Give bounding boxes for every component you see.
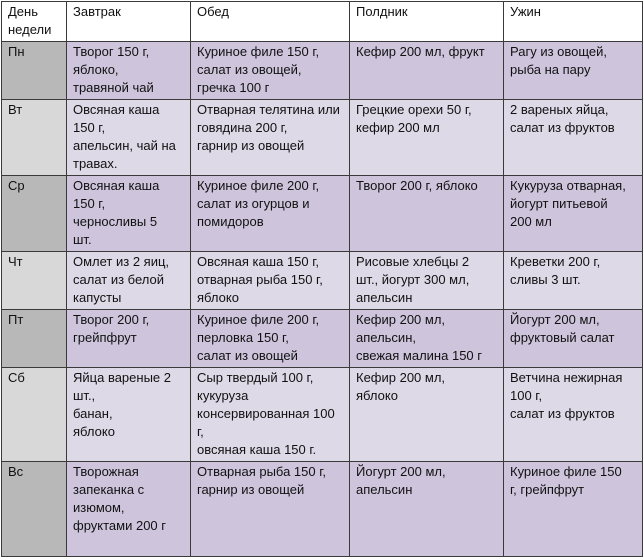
snack-cell: Йогурт 200 мл, апельсин: [350, 462, 504, 557]
table-row: [2, 100, 643, 176]
table-row: [2, 42, 643, 100]
day-cell: Чт: [2, 252, 67, 310]
breakfast-cell: Омлет из 2 яиц, салат из белой капусты: [67, 252, 191, 310]
lunch-cell: Куриное филе 150 г, салат из овощей, гречка 100 г: [191, 42, 350, 100]
table-row: [2, 176, 643, 252]
day-cell: Ср: [2, 176, 67, 252]
lunch-cell: Отварная телятина или говядина 200 г, гарнир из овощей: [191, 100, 350, 176]
lunch-cell: Сыр твердый 100 г, кукуруза консервированная 100 г, овсяная каша 150 г.: [191, 368, 350, 462]
breakfast-cell: Овсяная каша 150 г, черносливы 5 шт.: [67, 176, 191, 252]
dinner-cell: 2 вареных яйца, салат из фруктов: [504, 100, 643, 176]
day-cell: Вс: [2, 462, 67, 557]
dinner-cell: Куриное филе 150 г, грейпфрут: [504, 462, 643, 557]
lunch-cell: Отварная рыба 150 г, гарнир из овощей: [191, 462, 350, 557]
snack-cell: Грецкие орехи 50 г, кефир 200 мл: [350, 100, 504, 176]
dinner-cell: Йогурт 200 мл, фруктовый салат: [504, 310, 643, 368]
dinner-cell: Ветчина нежирная 100 г, салат из фруктов: [504, 368, 643, 462]
snack-cell: Кефир 200 мл, апельсин, свежая малина 150 г: [350, 310, 504, 368]
snack-cell: Кефир 200 мл, яблоко: [350, 368, 504, 462]
dinner-cell: Креветки 200 г, сливы 3 шт.: [504, 252, 643, 310]
day-cell: Пн: [2, 42, 67, 100]
table-row: [2, 310, 643, 368]
dinner-cell: Рагу из овощей, рыба на пару: [504, 42, 643, 100]
table-row: [2, 368, 643, 462]
day-cell: Вт: [2, 100, 67, 176]
dinner-cell: Кукуруза отварная, йогурт питьевой 200 мл: [504, 176, 643, 252]
header-row: [2, 2, 643, 42]
header-snack: Полдник: [350, 2, 504, 42]
snack-cell: Творог 200 г, яблоко: [350, 176, 504, 252]
lunch-cell: Куриное филе 200 г, салат из огурцов и помидоров: [191, 176, 350, 252]
breakfast-cell: Творог 200 г, грейпфрут: [67, 310, 191, 368]
header-day: День недели: [2, 2, 67, 42]
snack-cell: Рисовые хлебцы 2 шт., йогурт 300 мл, апельсин: [350, 252, 504, 310]
breakfast-cell: Яйца вареные 2 шт., банан, яблоко: [67, 368, 191, 462]
snack-cell: Кефир 200 мл, фрукт: [350, 42, 504, 100]
meal-plan-table: [1, 1, 643, 557]
lunch-cell: Куриное филе 200 г, перловка 150 г, салат из овощей: [191, 310, 350, 368]
header-breakfast: Завтрак: [67, 2, 191, 42]
day-cell: Сб: [2, 368, 67, 462]
table-row: [2, 462, 643, 557]
breakfast-cell: Творог 150 г, яблоко, травяной чай: [67, 42, 191, 100]
breakfast-cell: Овсяная каша 150 г, апельсин, чай на травах.: [67, 100, 191, 176]
header-dinner: Ужин: [504, 2, 643, 42]
day-cell: Пт: [2, 310, 67, 368]
table-row: [2, 252, 643, 310]
breakfast-cell: Творожная запеканка с изюмом, фруктами 200 г: [67, 462, 191, 557]
lunch-cell: Овсяная каша 150 г, отварная рыба 150 г, яблоко: [191, 252, 350, 310]
header-lunch: Обед: [191, 2, 350, 42]
